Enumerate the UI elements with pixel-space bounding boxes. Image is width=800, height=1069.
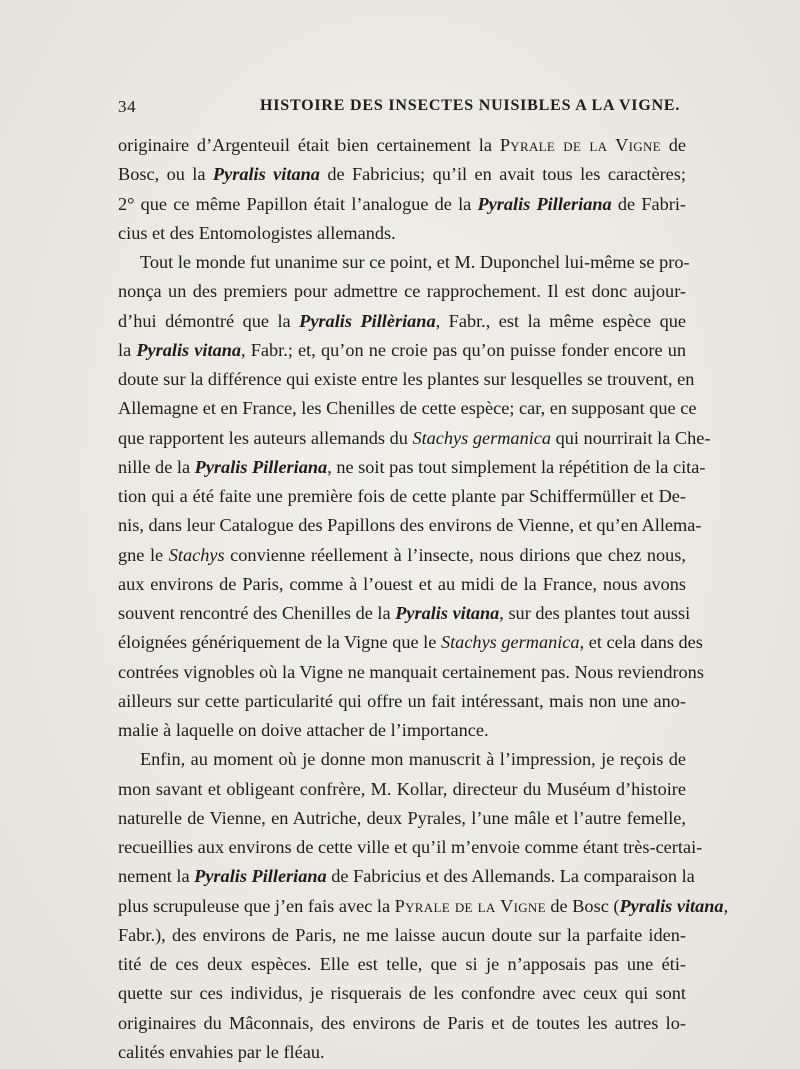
page-number: 34 xyxy=(118,97,137,116)
text-line: souvent rencontré des Chenilles de la Pyralis vitana, sur des plantes tout aussi xyxy=(118,603,691,623)
text-line: nonça un des premiers pour admettre ce rapprochement. Il est donc aujour- xyxy=(118,281,686,302)
text-line: recueillies aux environs de cette ville et qu’il m’envoie comme étant très-certai- xyxy=(118,837,703,857)
text-line: quette sur ces individus, je risquerais de les confondre avec ceux qui sont xyxy=(118,983,686,1004)
text-line: originaires du Mâconnais, des environs de Paris et de toutes les autres lo- xyxy=(118,1012,686,1033)
text-line: Enfin, au moment où je donne mon manuscrit à l’impression, je reçois de xyxy=(140,749,686,770)
text-line: originaire d’Argenteuil était bien certainement la Pyrale de la Vigne de xyxy=(118,135,687,155)
text-line: contrées vignobles où la Vigne ne manquait certainement pas. Nous reviendrons xyxy=(118,661,704,682)
text-line: Allemagne et en France, les Chenilles de cette espèce; car, en supposant que ce xyxy=(118,398,697,419)
text-line: la Pyralis vitana, Fabr.; et, qu’on ne croie pas qu’on puisse fonder encore un xyxy=(118,339,687,360)
text-line: naturelle de Vienne, en Autriche, deux Pyrales, l’une mâle et l’autre femelle, xyxy=(118,807,686,828)
text-line: ailleurs sur cette particularité qui offre un fait intéressant, mais non une ano- xyxy=(118,690,686,711)
text-line: nement la Pyralis Pilleriana de Fabricius et des Allemands. La comparaison la xyxy=(118,866,695,887)
text-line: gne le Stachys convienne réellement à l’insecte, nous dirions que chez nous, xyxy=(118,544,686,565)
body-text xyxy=(118,131,729,1067)
paragraph-2 xyxy=(118,248,711,745)
text-line: Fabr.), des environs de Paris, ne me laisse aucun doute sur la parfaite iden- xyxy=(118,924,686,945)
text-line: calités envahies par le fléau. xyxy=(118,1041,325,1062)
text-line: cius et des Entomologistes allemands. xyxy=(118,222,396,243)
text-line: Tout le monde fut unanime sur ce point, et M. Duponchel lui-même se pro- xyxy=(140,252,690,272)
text-line: tité de ces deux espèces. Elle est telle, que si je n’apposais pas une éti- xyxy=(118,954,686,974)
running-title: HISTOIRE DES INSECTES NUISIBLES A LA VIGNE. xyxy=(260,97,681,114)
text-line: doute sur la différence qui existe entre les plantes sur lesquelles se trouvent, en xyxy=(118,369,695,389)
page-header xyxy=(118,97,688,121)
text-line: aux environs de Paris, comme à l’ouest et au midi de la France, nous avons xyxy=(118,573,686,594)
text-line: mon savant et obligeant confrère, M. Kollar, directeur du Muséum d’histoire xyxy=(118,778,686,799)
text-line: Bosc, ou la Pyralis vitana de Fabricius; qu’il en avait tous les caractères; xyxy=(118,164,686,185)
text-line: nis, dans leur Catalogue des Papillons des environs de Vienne, et qu’en Allema- xyxy=(118,515,702,536)
text-line: d’hui démontré que la Pyralis Pillèriana, Fabr., est la même espèce que xyxy=(118,310,686,331)
text-line: malie à laquelle on doive attacher de l’importance. xyxy=(118,720,489,740)
text-line: plus scrupuleuse que j’en fais avec la Pyrale de la Vigne de Bosc (Pyralis vitana, xyxy=(118,895,729,916)
paragraph-1 xyxy=(118,131,686,248)
text-line: tion qui a été faite une première fois de cette plante par Schiffermüller et De- xyxy=(118,486,686,506)
paragraph-3 xyxy=(118,745,729,1067)
text-line: que rapportent les auteurs allemands du Stachys germanica qui nourrirait la Che- xyxy=(118,427,711,448)
text-line: nille de la Pyralis Pilleriana, ne soit pas tout simplement la répétition de la cita- xyxy=(118,456,706,477)
text-line: éloignées génériquement de la Vigne que le Stachys germanica, et cela dans des xyxy=(118,632,703,653)
text-line: 2° que ce même Papillon était l’analogue de la Pyralis Pilleriana de Fabri- xyxy=(118,193,686,214)
